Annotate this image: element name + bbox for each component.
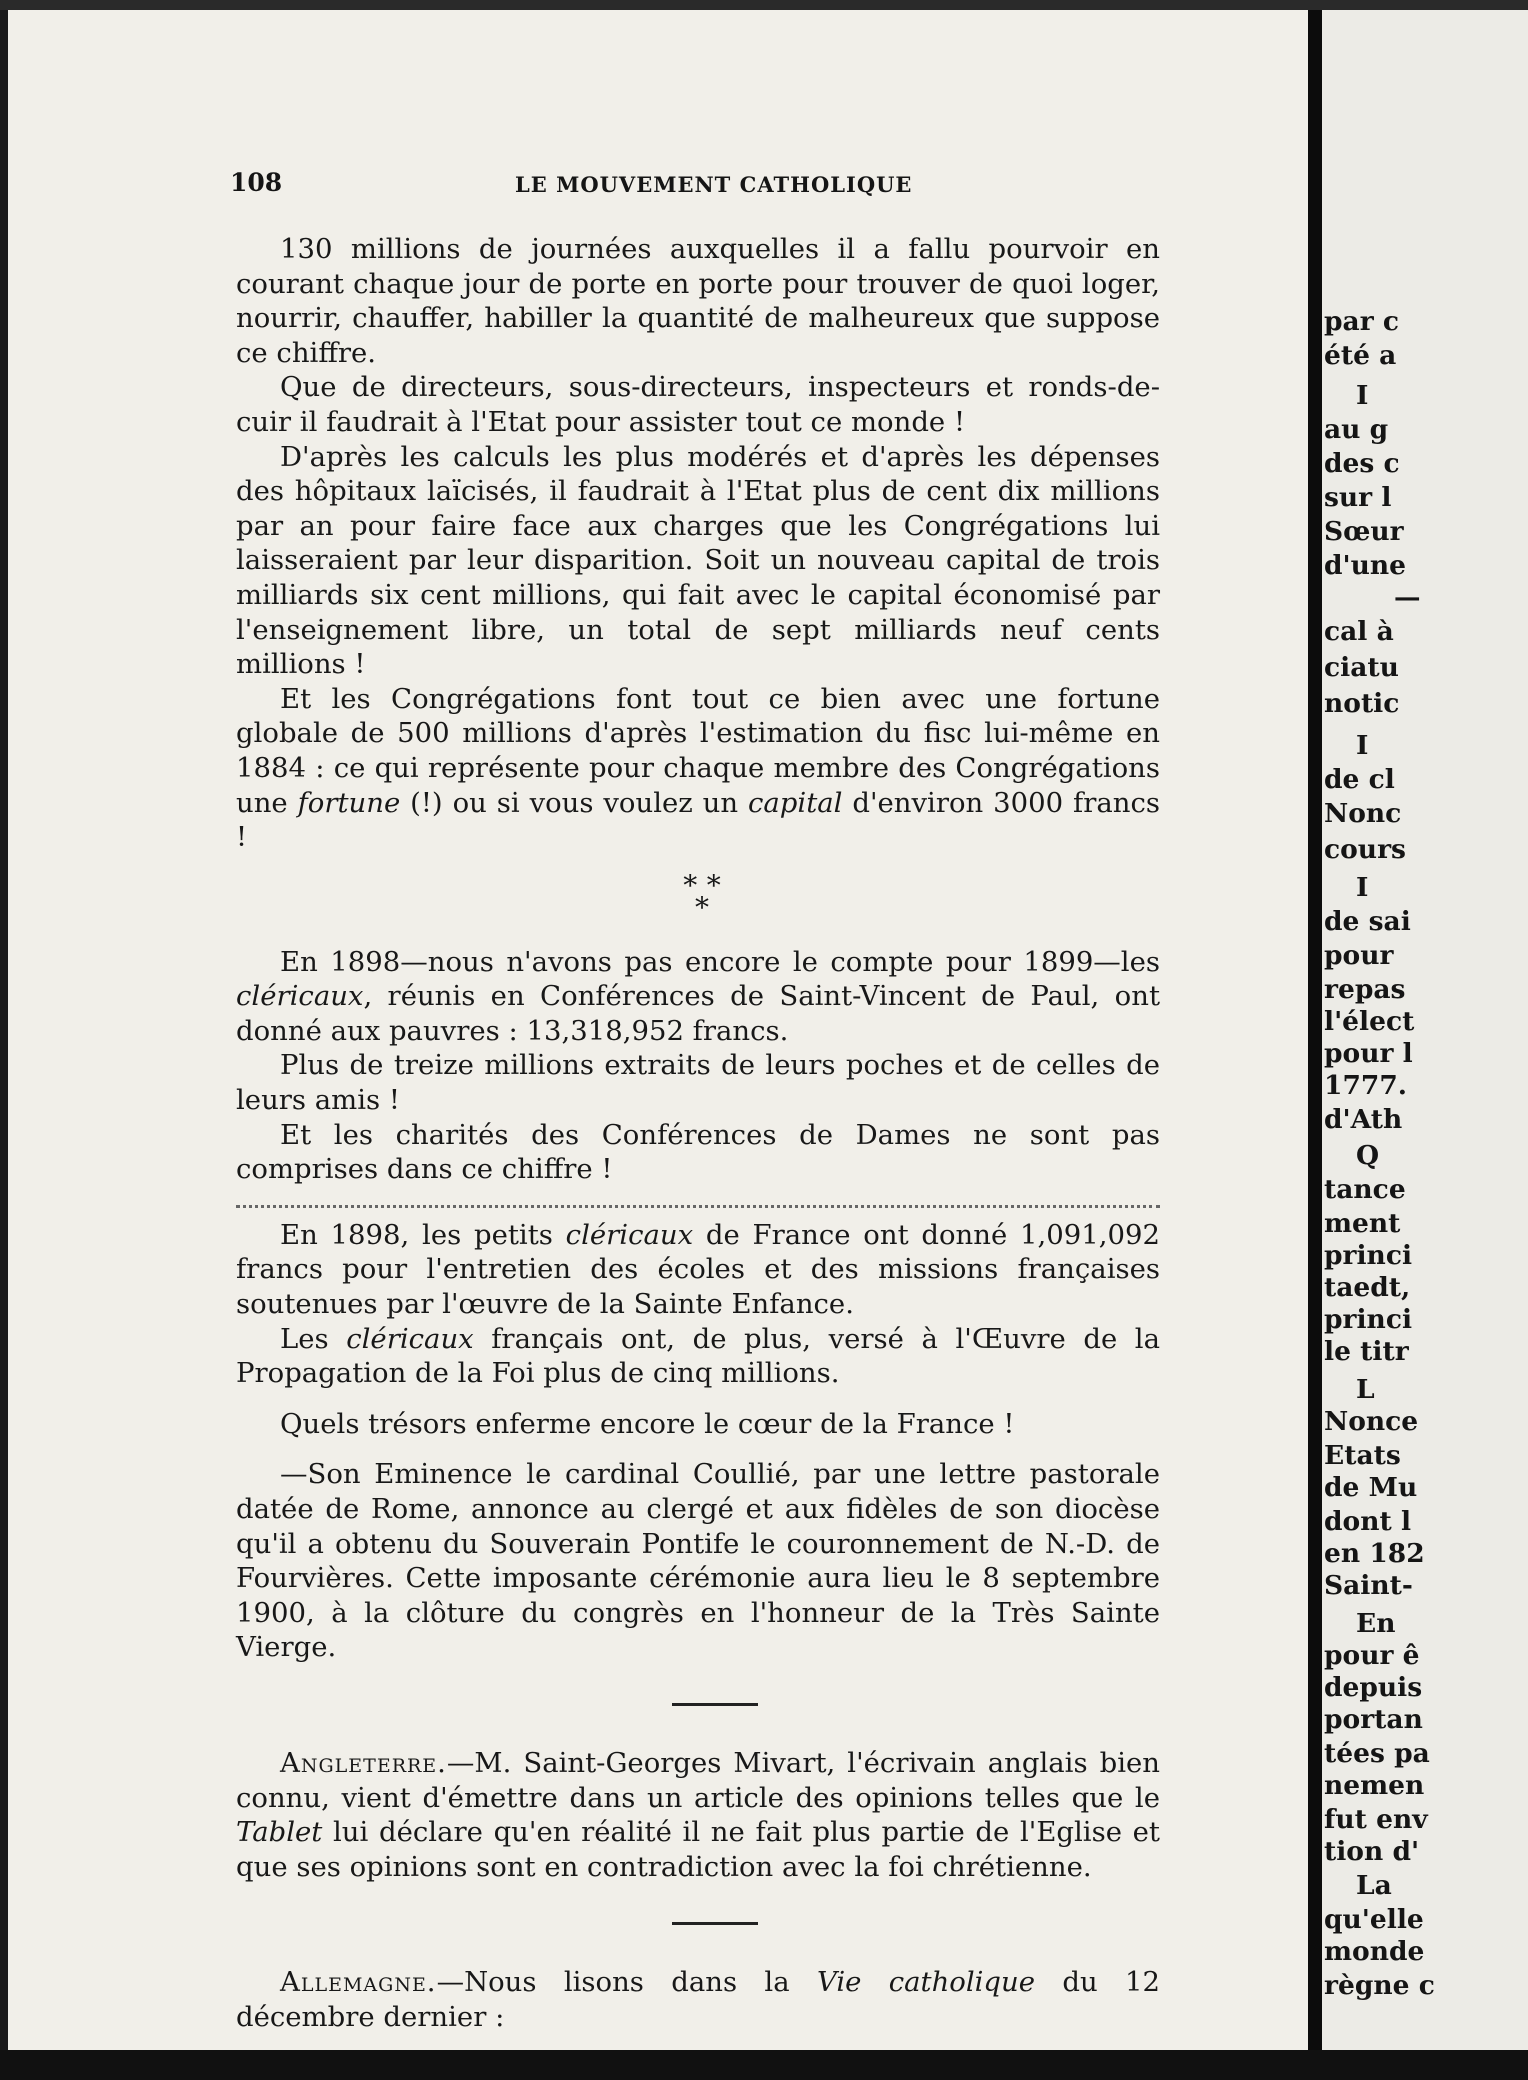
right-page-line: de cl xyxy=(1324,764,1395,795)
scan-bottom-border xyxy=(0,2050,1528,2080)
text-run: Et les Congrégations font tout ce bien avec une fortune globale de 500 millions d'après l'estimation du fisc lui-même en 1884 : ce qui représente pour chaque membre des Congrégations une xyxy=(236,682,1160,819)
right-page-line: I xyxy=(1356,872,1369,903)
right-page-line: nemen xyxy=(1324,1770,1425,1801)
right-page-line: Etats xyxy=(1324,1440,1401,1471)
right-page-line: de sai xyxy=(1324,906,1411,937)
running-title: LE MOUVEMENT CATHOLIQUE xyxy=(515,172,913,197)
right-page-fragment xyxy=(1322,10,1528,2050)
right-page-line: L xyxy=(1356,1374,1375,1405)
right-page-line: l'élect xyxy=(1324,1006,1415,1037)
right-page-line: princi xyxy=(1324,1304,1413,1335)
right-page-line: d'Ath xyxy=(1324,1104,1403,1135)
paragraph xyxy=(236,1322,1160,1391)
text-run: de France ont donné 1,091,092 francs pour l'entretien des écoles et des missions françaises soutenues par l'œuvre de la Sainte Enfance. xyxy=(236,1218,1160,1321)
paragraph: 130 millions de journées auxquelles il a fallu pourvoir en courant chaque jour de porte en porte pour trouver de quoi loger, nourrir, chauffer, habiller la quantité de malheureux que suppose ce chiffre. xyxy=(236,233,1160,369)
right-page-line: en 182 xyxy=(1324,1538,1425,1569)
right-page-line: pour xyxy=(1324,940,1394,971)
right-page-line: au g xyxy=(1324,414,1389,445)
page-number: 108 xyxy=(230,168,283,197)
text-run: français ont, de plus, versé à l'Œuvre de la Propagation de la Foi plus de cinq millions. xyxy=(236,1322,1160,1390)
right-page-line: ciatu xyxy=(1324,652,1399,683)
right-page-line: pour ê xyxy=(1324,1640,1420,1671)
right-page-line: 1777. xyxy=(1324,1070,1407,1101)
right-page-line: Nonce xyxy=(1324,1406,1419,1437)
paragraph xyxy=(236,1218,1160,1322)
right-page-line: Saint- xyxy=(1324,1570,1413,1601)
paragraph: Quels trésors enferme encore le cœur de la France ! xyxy=(280,1407,1015,1440)
article-body xyxy=(236,232,1160,2035)
paragraph xyxy=(236,945,1160,1049)
text-run: En 1898—nous n'avons pas encore le compte pour 1899—les xyxy=(280,945,1160,978)
right-page-line: I xyxy=(1356,730,1369,761)
italic-term: Vie catholique xyxy=(816,1966,1036,1999)
right-page-line: princi xyxy=(1324,1240,1413,1271)
text-run: —M. Saint-Georges Mivart, l'écrivain anglais bien connu, vient d'émettre dans un article des opinions telles que le xyxy=(236,1746,1160,1814)
italic-term: cléricaux xyxy=(236,980,364,1013)
section-rule xyxy=(672,1703,758,1706)
right-page-line: taedt, xyxy=(1324,1272,1411,1303)
right-page-line: repas xyxy=(1324,974,1406,1005)
right-page-line: ment xyxy=(1324,1208,1401,1239)
right-page-line: de Mu xyxy=(1324,1472,1418,1503)
italic-term: Tablet xyxy=(236,1816,323,1849)
right-page-line: Nonc xyxy=(1324,798,1402,829)
paragraph: Plus de treize millions extraits de leurs poches et de celles de leurs amis ! xyxy=(236,1049,1160,1117)
right-page-line: par c xyxy=(1324,306,1400,337)
text-run: Les xyxy=(280,1322,347,1355)
left-page xyxy=(8,10,1308,2050)
right-page-line: qu'elle xyxy=(1324,1904,1424,1935)
right-page-line: cal à xyxy=(1324,616,1394,647)
page-header xyxy=(230,168,1160,208)
right-page-line: Sœur xyxy=(1324,516,1404,547)
right-page-line: dont l xyxy=(1324,1506,1412,1537)
right-page-line: tées pa xyxy=(1324,1738,1430,1769)
paragraph: —Son Eminence le cardinal Coullié, par une lettre pastorale datée de Rome, annonce au clergé et aux fidèles de son diocèse qu'il a obtenu du Souverain Pontife le couronnement de N.-D. de Fourvières. Cette imposante cérémonie aura lieu le 8 septembre 1900, à la clôture du congrès en l'honneur de la Très Sainte Vierge. xyxy=(236,1458,1160,1664)
right-page-line: sur l xyxy=(1324,482,1392,513)
paragraph xyxy=(236,1965,1160,2034)
right-page-line: cours xyxy=(1324,834,1406,865)
italic-term: fortune xyxy=(297,786,401,819)
right-page-line: En xyxy=(1356,1608,1396,1639)
italic-term: cléricaux xyxy=(346,1322,474,1355)
paragraph xyxy=(236,682,1160,855)
right-page-line: I xyxy=(1356,380,1369,411)
text-run: lui déclare qu'en réalité il ne fait plus partie de l'Eglise et que ses opinions sont en contradiction avec la foi chrétienne. xyxy=(236,1816,1160,1883)
paragraph: Et les charités des Conférences de Dames ne sont pas comprises dans ce chiffre ! xyxy=(236,1118,1160,1186)
country-heading: Allemagne. xyxy=(280,1966,437,1999)
text-run: , réunis en Conférences de Saint-Vincent de Paul, ont donné aux pauvres : 13,318,952 francs. xyxy=(236,980,1160,1047)
text-run: En 1898, les petits xyxy=(280,1218,566,1251)
right-page-line: depuis xyxy=(1324,1672,1423,1703)
right-page-line: notic xyxy=(1324,688,1400,719)
section-asterism: * * * xyxy=(683,868,723,924)
right-page-line: tion d' xyxy=(1324,1836,1420,1867)
right-page-line: des c xyxy=(1324,448,1400,479)
text-run: (!) ou si vous voulez un xyxy=(400,786,748,819)
section-rule xyxy=(672,1922,758,1925)
italic-term: cléricaux xyxy=(565,1218,694,1251)
text-run: d'environ 3000 francs ! xyxy=(236,786,1160,854)
spacer xyxy=(236,1391,1160,1407)
right-page-line: — xyxy=(1394,582,1421,613)
dotted-separator xyxy=(236,1205,1160,1208)
right-page-line: Q xyxy=(1356,1140,1380,1171)
paragraph: D'après les calculs les plus modérés et d'après les dépenses des hôpitaux laïcisés, il faudrait à l'Etat plus de cent dix millions par an pour faire face aux charges que les Congrégations lui laisseraient par leur disparition. Soit un nouveau capital de trois milliards six cent millions, qui fait avec le capital économisé par l'enseignement libre, un total de sept milliards neuf cents millions ! xyxy=(236,440,1160,681)
country-heading: Angleterre. xyxy=(280,1746,447,1779)
spacer xyxy=(236,1441,1160,1457)
right-page-line: portan xyxy=(1324,1704,1423,1735)
right-page-line: tance xyxy=(1324,1174,1406,1205)
italic-term: capital xyxy=(748,786,843,819)
right-page-line: La xyxy=(1356,1870,1392,1901)
text-run: —Nous lisons dans la xyxy=(436,1966,817,1999)
right-page-line: fut env xyxy=(1324,1804,1428,1835)
right-page-line: monde xyxy=(1324,1936,1425,1967)
right-page-line: été a xyxy=(1324,340,1397,371)
book-gutter xyxy=(1308,10,1322,2050)
paragraph: Que de directeurs, sous-directeurs, inspecteurs et ronds-de-cuir il faudrait à l'Etat pour assister tout ce monde ! xyxy=(236,371,1160,438)
right-page-line: le titr xyxy=(1324,1336,1409,1367)
scan-top-border xyxy=(0,0,1528,10)
paragraph xyxy=(236,1746,1160,1884)
right-page-line: règne c xyxy=(1324,1970,1435,2001)
text-run: du 12 décembre dernier : xyxy=(236,1966,1160,2033)
right-page-line: pour l xyxy=(1324,1038,1413,1069)
right-page-line: d'une xyxy=(1324,550,1407,581)
